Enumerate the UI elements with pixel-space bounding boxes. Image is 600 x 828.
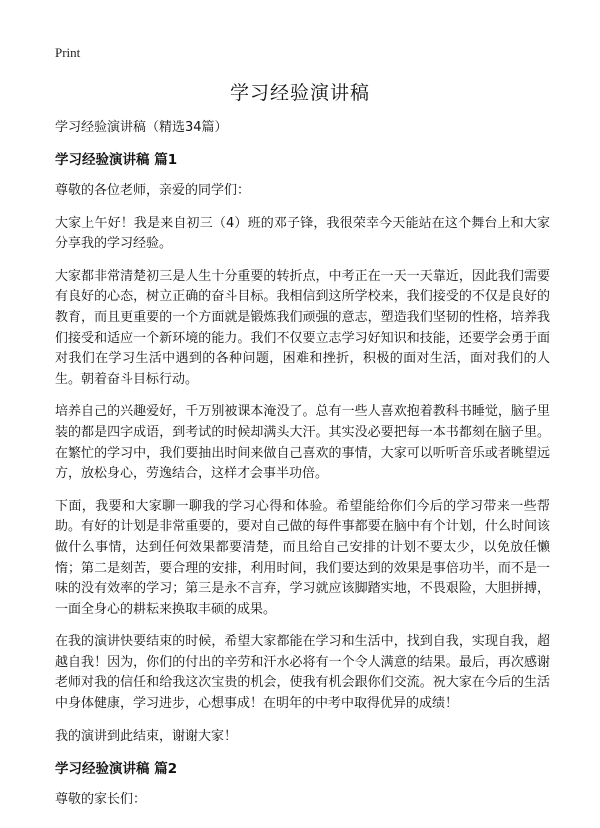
section-1 (55, 150, 550, 747)
salutation: 尊敬的各位老师，亲爱的同学们： (55, 183, 251, 198)
print-link[interactable]: Print (55, 45, 81, 60)
section-heading: 学习经验演讲稿 篇1 (55, 152, 178, 168)
paragraph: 培养自己的兴趣爱好，千万别被课本淹没了。总有一些人喜欢抱着教科书睡觉，脑子里装的都是四字成语，到考试的时候却满头大汗。其实没必要把每一本书都刻在脑子里。在繁忙的学习中，我们要抽出时间来做自己喜欢的事情，大家可以听听音乐或者眺望远方，放松身心，劳逸结合，这样才会事半功倍。 (55, 404, 550, 482)
closing-line: 我的演讲到此结束，谢谢大家！ (55, 728, 238, 744)
paragraph: 大家都非常清楚初三是人生十分重要的转折点，中考正在一天一天靠近，因此我们需要有良好的心态，树立正确的奋斗目标。我相信到这所学校来，我们接受的不仅是良好的教育，而且更重要的一个方面就是锻炼我们顽强的意志，塑造我们坚韧的性格，培养我们接受和适应一个新环境的能力。我们不仅要立志学习好知识和技能，还要学会勇于面对我们在学习生活中遇到的各种问题，困难和挫折，积极的面对生活，面对我们的人生。朝着奋斗目标行动。 (55, 268, 550, 387)
paragraph: 下面，我要和大家聊一聊我的学习心得和体验。希望能给你们今后的学习带来一些帮助。有好的计划是非常重要的，要对自己做的每件事都要在脑中有个计划，什么时间该做什么事情，达到任何效果都要清楚，而且给自己安排的计划不要太少，以免放任懒惰；第二是刻苦，要合理的安排，利用时间，我们要达到的效果是事倍功半，而不是一味的没有效率的学习；第三是永不言弃，学习就应该脚踏实地，不畏艰险，大胆拼搏，一面全身心的耕耘来换取丰硕的成果。 (55, 498, 550, 617)
paragraph: 在我的演讲快要结束的时候，希望大家都能在学习和生活中，找到自我，实现自我，超越自我！因为，你们的付出的辛劳和汗水必将有一个令人满意的结果。最后，再次感谢老师对我的信任和给我这次宝贵的机会，使我有机会跟你们交流。祝大家在今后的生活中身体健康，学习进步，心想事成！在明年的中考中取得优异的成绩！ (55, 634, 550, 712)
document-title: 学习经验演讲稿 (229, 82, 370, 104)
document-body (55, 118, 550, 823)
paragraph: 大家上午好！我是来自初三（4）班的邓子锋，我很荣幸今天能站在这个舞台上和大家分享我的学习经验。 (55, 215, 550, 252)
document-subtitle: 学习经验演讲稿（精选34篇） (55, 120, 228, 135)
section-heading: 学习经验演讲稿 篇2 (55, 761, 178, 778)
salutation: 尊敬的家长们： (55, 792, 147, 808)
section-2 (55, 759, 550, 811)
